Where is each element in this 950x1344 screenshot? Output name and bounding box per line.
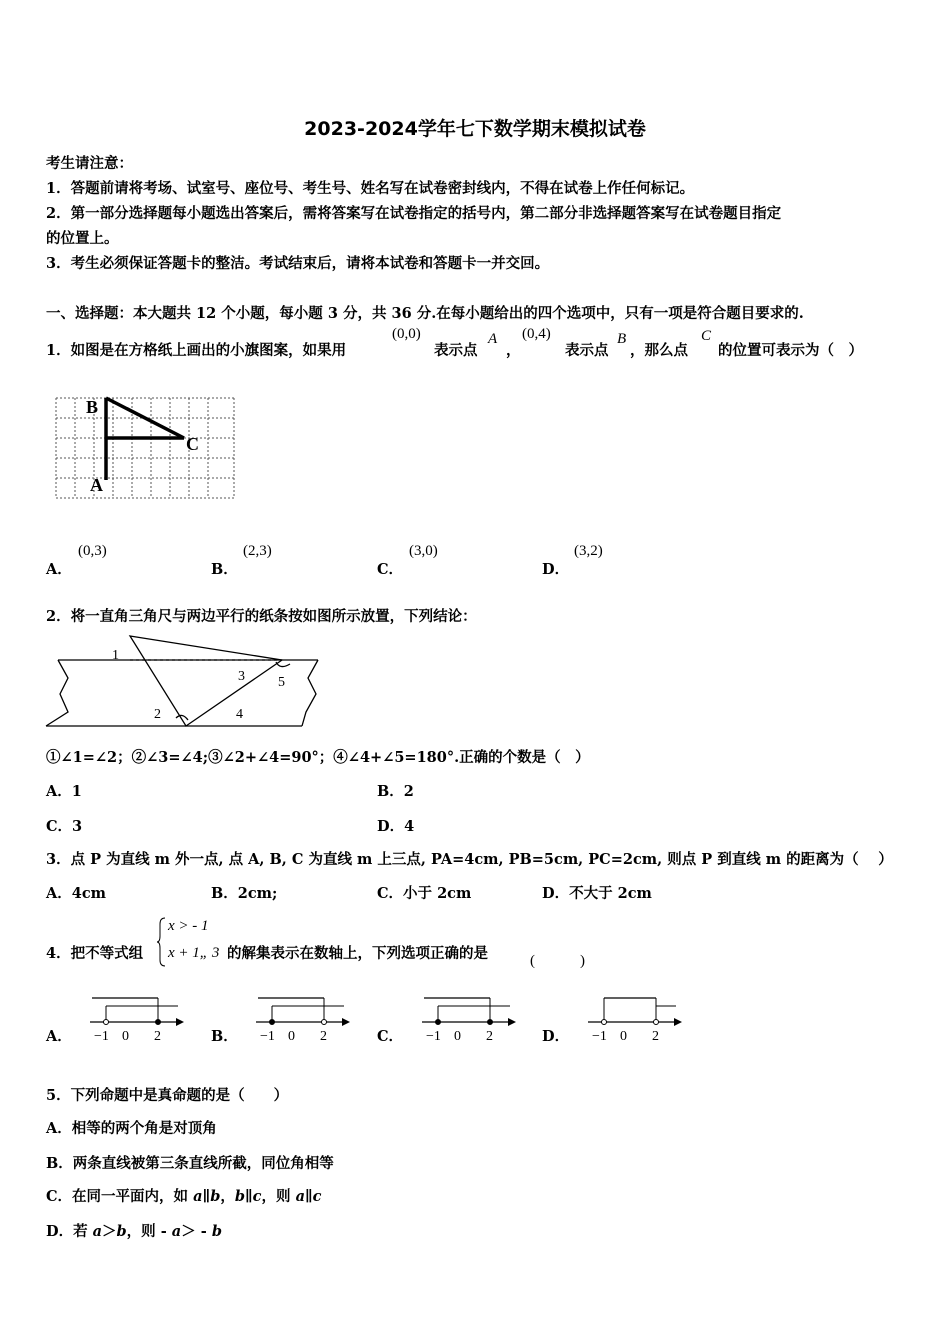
q5-option-b: B．两条直线被第三条直线所截，同位角相等 bbox=[46, 1155, 334, 1172]
q4d-tick-neg1: −1 bbox=[592, 1029, 607, 1044]
q3-option-c: C．小于 2cm bbox=[377, 885, 472, 902]
q5c-sep-1: ， bbox=[220, 1188, 235, 1205]
q5d-gt-1: ＞ bbox=[102, 1223, 117, 1240]
q2-angle-label-5: 5 bbox=[278, 675, 285, 690]
q4-answer-paren: ( ) bbox=[530, 953, 585, 969]
q4-option-d-letter: D． bbox=[542, 1028, 570, 1045]
q1-option-a-letter: A． bbox=[46, 561, 72, 578]
q1-coord-a: (0,0) bbox=[392, 326, 421, 342]
q1-stem-part3: 表示点 bbox=[565, 342, 609, 359]
q4-option-c-letter: C． bbox=[377, 1028, 404, 1045]
q5c-var-b: b bbox=[210, 1188, 221, 1205]
q5c-text-1: C．在同一平面内，如 bbox=[46, 1188, 194, 1205]
q4-option-b-numberline bbox=[252, 994, 356, 1046]
q2-option-c: C．3 bbox=[46, 818, 83, 835]
q4d-tick-0: 0 bbox=[620, 1029, 627, 1044]
q4-system-line-1: x > - 1 bbox=[168, 918, 209, 934]
q1-option-b-value: (2,3) bbox=[243, 543, 272, 559]
q5c-parallel-2: ∥ bbox=[244, 1188, 253, 1205]
notice-item-3: 3．考生必须保证答题卡的整洁。考试结束后，请将本试卷和答题卡一并交回。 bbox=[46, 255, 550, 272]
q2-angle-label-4: 4 bbox=[236, 707, 243, 722]
q2-option-b: B．2 bbox=[377, 783, 414, 800]
q2-conclusions: ①∠1=∠2；②∠3=∠4;③∠2+∠4=90°；④∠4+∠5=180°.正确的个数是（ ） bbox=[46, 749, 590, 766]
q5d-var-b: b bbox=[116, 1223, 127, 1240]
q4b-tick-0: 0 bbox=[288, 1029, 295, 1044]
q5c-var-b2: b bbox=[234, 1188, 245, 1205]
q5c-var-c2: c bbox=[312, 1188, 322, 1205]
q5d-var-a2: a bbox=[171, 1223, 182, 1240]
q3-option-d: D．不大于 2cm bbox=[542, 885, 652, 902]
q2-option-d: D．4 bbox=[377, 818, 415, 835]
q2-triangle-strip-figure bbox=[44, 632, 324, 730]
q2-option-a: A．1 bbox=[46, 783, 82, 800]
q5-stem: 5．下列命题中是真命题的是（ ） bbox=[46, 1087, 289, 1104]
q5c-var-c: c bbox=[252, 1188, 262, 1205]
q1-option-a-value: (0,3) bbox=[78, 543, 107, 559]
q4-stem-part1: 4．把不等式组 bbox=[46, 945, 144, 962]
q1-stem-part1: 1．如图是在方格纸上画出的小旗图案，如果用 bbox=[46, 342, 347, 359]
q5-option-c bbox=[46, 1185, 322, 1206]
q4a-tick-2: 2 bbox=[154, 1029, 161, 1044]
q5c-parallel-3: ∥ bbox=[304, 1188, 313, 1205]
q5d-var-a: a bbox=[92, 1223, 103, 1240]
q4-option-a-numberline bbox=[86, 994, 190, 1046]
q4b-tick-neg1: −1 bbox=[260, 1029, 275, 1044]
q4c-tick-2: 2 bbox=[486, 1029, 493, 1044]
q4a-tick-neg1: −1 bbox=[94, 1029, 109, 1044]
q4-option-c-numberline bbox=[418, 994, 522, 1046]
q1-option-c-letter: C． bbox=[377, 561, 404, 578]
q5d-var-b2: b bbox=[211, 1223, 222, 1240]
q1-grid bbox=[56, 398, 234, 498]
q1-flag-shape bbox=[106, 398, 184, 480]
q1-sep: ， bbox=[506, 342, 521, 359]
q1-stem-part4: ，那么点 bbox=[630, 342, 688, 359]
q1-option-b-letter: B． bbox=[211, 561, 238, 578]
q4-system-line-2: x + 1„ 3 bbox=[168, 945, 220, 961]
page-title: 2023-2024学年七下数学期末模拟试卷 bbox=[304, 118, 646, 140]
q5d-text-2: ，则 - bbox=[126, 1223, 172, 1240]
q5-option-d bbox=[46, 1220, 222, 1241]
q3-stem: 3．点 P 为直线 m 外一点, 点 A, B, C 为直线 m 上三点, PA=4cm, PB=5cm, PC=2cm, 则点 P 到直线 m 的距离为（ ） bbox=[46, 851, 893, 868]
q2-angle-label-1: 1 bbox=[112, 648, 119, 663]
notice-item-2-cont: 的位置上。 bbox=[46, 230, 119, 247]
q2-angle-label-3: 3 bbox=[238, 669, 245, 684]
section-heading: 一、选择题：本大题共 12 个小题，每小题 3 分，共 36 分.在每小题给出的四个选项中，只有一项是符合题目要求的. bbox=[46, 305, 804, 322]
q1-option-d-letter: D． bbox=[542, 561, 570, 578]
notice-item-2: 2．第一部分选择题每小题选出答案后，需将答案写在试卷指定的括号内，第二部分非选择题答案写在试卷题目指定 bbox=[46, 205, 782, 222]
q1-fig-label-b: B bbox=[86, 397, 99, 417]
q1-fig-label-a: A bbox=[90, 475, 103, 495]
q3-option-a: A．4cm bbox=[46, 885, 107, 902]
q4-system-brace bbox=[156, 916, 166, 968]
q1-fig-label-c: C bbox=[186, 434, 199, 454]
q4-option-a-letter: A． bbox=[46, 1028, 72, 1045]
q5d-gt-2: ＞ - bbox=[181, 1223, 212, 1240]
notice-heading: 考生请注意： bbox=[46, 155, 133, 172]
q1-point-a: A bbox=[488, 331, 498, 347]
q4-stem-part2: 的解集表示在数轴上，下列选项正确的是 bbox=[227, 945, 488, 962]
q1-option-c-value: (3,0) bbox=[409, 543, 438, 559]
q1-point-b: B bbox=[617, 331, 627, 347]
q2-angle-label-2: 2 bbox=[154, 707, 161, 722]
q1-option-d-value: (3,2) bbox=[574, 543, 603, 559]
q1-coord-b: (0,4) bbox=[522, 326, 551, 342]
q4a-tick-0: 0 bbox=[122, 1029, 129, 1044]
q4d-tick-2: 2 bbox=[652, 1029, 659, 1044]
q5d-text-1: D．若 bbox=[46, 1223, 93, 1240]
q4b-tick-2: 2 bbox=[320, 1029, 327, 1044]
notice-item-1: 1．答题前请将考场、试室号、座位号、考生号、姓名写在试卷密封线内，不得在试卷上作任何标记。 bbox=[46, 180, 695, 197]
q5c-var-a2: a bbox=[295, 1188, 305, 1205]
q4c-tick-0: 0 bbox=[454, 1029, 461, 1044]
q1-flag-figure bbox=[52, 392, 238, 504]
q4-option-d-numberline bbox=[584, 994, 688, 1046]
q4c-tick-neg1: −1 bbox=[426, 1029, 441, 1044]
q1-point-c: C bbox=[701, 328, 712, 344]
q1-stem-part5: 的位置可表示为（ ） bbox=[718, 342, 863, 359]
q5c-var-a: a bbox=[193, 1188, 203, 1205]
q2-stem: 2．将一直角三角尺与两边平行的纸条按如图所示放置，下列结论： bbox=[46, 608, 477, 625]
q3-option-b: B．2cm; bbox=[211, 885, 278, 902]
q5c-parallel-1: ∥ bbox=[202, 1188, 211, 1205]
q4-option-b-letter: B． bbox=[211, 1028, 238, 1045]
q5-option-a: A．相等的两个角是对顶角 bbox=[46, 1120, 217, 1137]
q1-stem-part2: 表示点 bbox=[434, 342, 478, 359]
q5c-sep-2: ，则 bbox=[261, 1188, 296, 1205]
